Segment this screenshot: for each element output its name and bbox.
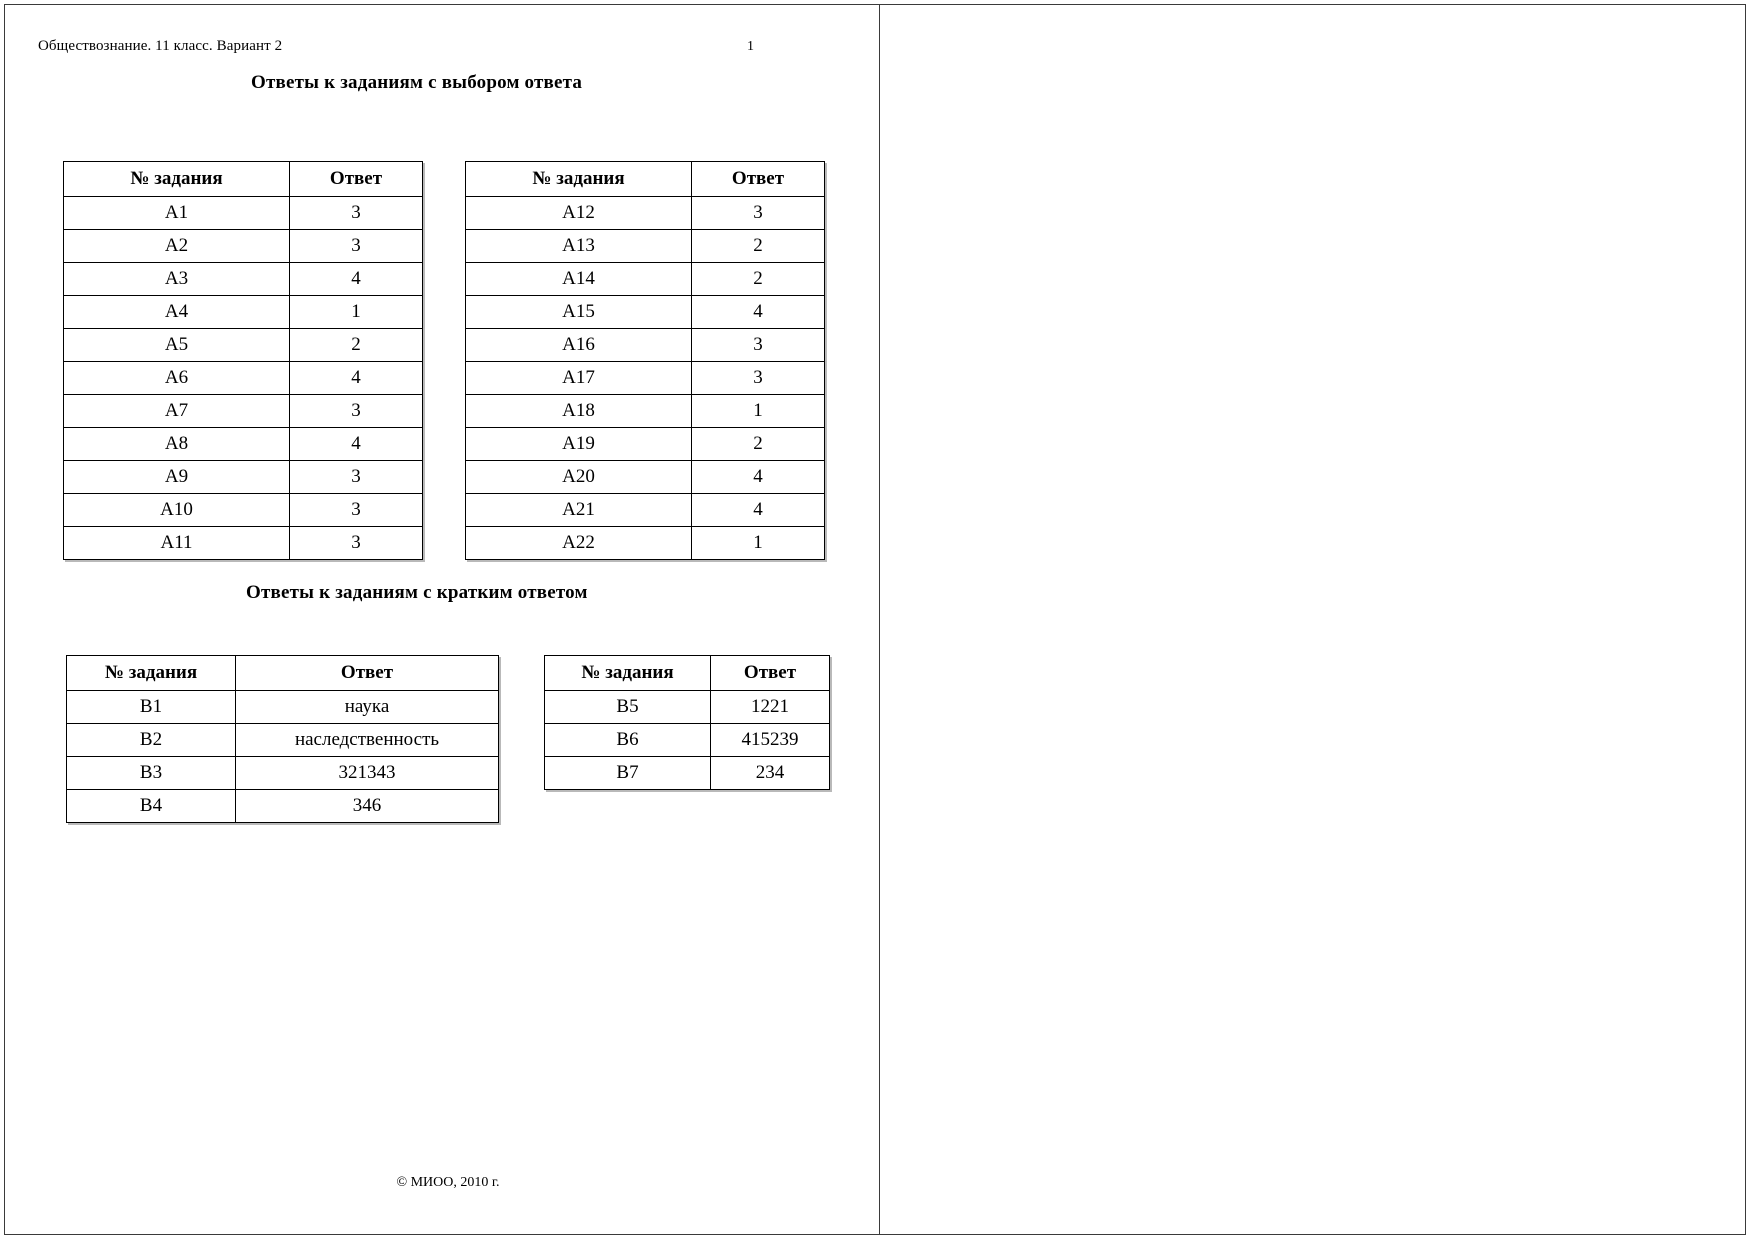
column-header-task: № задания bbox=[545, 656, 711, 691]
cell-task: В4 bbox=[67, 790, 236, 823]
table-row bbox=[67, 757, 499, 790]
cell-task: А9 bbox=[64, 461, 290, 494]
cell-task: А8 bbox=[64, 428, 290, 461]
table-row bbox=[466, 362, 825, 395]
cell-answer: 2 bbox=[692, 428, 825, 461]
cell-task: А10 bbox=[64, 494, 290, 527]
cell-task: А17 bbox=[466, 362, 692, 395]
cell-answer: 1 bbox=[692, 527, 825, 560]
table-header-row bbox=[545, 656, 830, 691]
cell-answer: 3 bbox=[290, 527, 423, 560]
table-row bbox=[64, 428, 423, 461]
table-row bbox=[466, 494, 825, 527]
cell-answer: наследственность bbox=[236, 724, 499, 757]
cell-task: А7 bbox=[64, 395, 290, 428]
table-row bbox=[466, 230, 825, 263]
cell-answer: 1221 bbox=[711, 691, 830, 724]
column-header-answer: Ответ bbox=[692, 162, 825, 197]
column-header-task: № задания bbox=[466, 162, 692, 197]
cell-task: А20 bbox=[466, 461, 692, 494]
table-row bbox=[64, 461, 423, 494]
cell-task: А1 bbox=[64, 197, 290, 230]
column-header-answer: Ответ bbox=[236, 656, 499, 691]
cell-answer: 4 bbox=[692, 461, 825, 494]
table-row bbox=[64, 395, 423, 428]
table-row bbox=[466, 428, 825, 461]
cell-task: А19 bbox=[466, 428, 692, 461]
table-header-row bbox=[64, 162, 423, 197]
section-title-multiple-choice: Ответы к заданиям с выбором ответа bbox=[251, 72, 583, 93]
cell-answer: 1 bbox=[692, 395, 825, 428]
cell-task: В1 bbox=[67, 691, 236, 724]
cell-task: А16 bbox=[466, 329, 692, 362]
table-row bbox=[466, 527, 825, 560]
cell-task: А21 bbox=[466, 494, 692, 527]
cell-task: А22 bbox=[466, 527, 692, 560]
cell-answer: наука bbox=[236, 691, 499, 724]
column-header-task: № задания bbox=[67, 656, 236, 691]
column-header-task: № задания bbox=[64, 162, 290, 197]
table-row bbox=[67, 724, 499, 757]
table-row bbox=[64, 362, 423, 395]
table-row bbox=[64, 230, 423, 263]
table-row bbox=[545, 691, 830, 724]
table-row bbox=[64, 197, 423, 230]
page-header bbox=[38, 38, 846, 55]
answers-table-a-right bbox=[465, 161, 825, 560]
table-row bbox=[466, 329, 825, 362]
cell-task: В5 bbox=[545, 691, 711, 724]
cell-answer: 3 bbox=[290, 461, 423, 494]
table-row bbox=[64, 263, 423, 296]
cell-answer: 3 bbox=[692, 197, 825, 230]
cell-answer: 3 bbox=[290, 494, 423, 527]
page-right-blank bbox=[880, 4, 1746, 1235]
table-row bbox=[67, 691, 499, 724]
cell-answer: 2 bbox=[290, 329, 423, 362]
table-row bbox=[466, 263, 825, 296]
cell-task: В6 bbox=[545, 724, 711, 757]
table-row bbox=[466, 395, 825, 428]
cell-task: А6 bbox=[64, 362, 290, 395]
cell-answer: 346 bbox=[236, 790, 499, 823]
section-title-short-answer: Ответы к заданиям с кратким ответом bbox=[246, 582, 588, 603]
cell-answer: 3 bbox=[692, 362, 825, 395]
answers-table-a-left bbox=[63, 161, 423, 560]
cell-answer: 1 bbox=[290, 296, 423, 329]
table-row bbox=[67, 790, 499, 823]
cell-answer: 4 bbox=[692, 296, 825, 329]
table-row bbox=[466, 296, 825, 329]
cell-answer: 2 bbox=[692, 263, 825, 296]
cell-task: А13 bbox=[466, 230, 692, 263]
table-row bbox=[64, 527, 423, 560]
answers-table-b-left bbox=[66, 655, 499, 823]
page-footer bbox=[5, 1175, 879, 1191]
cell-task: А3 bbox=[64, 263, 290, 296]
cell-answer: 3 bbox=[692, 329, 825, 362]
column-header-answer: Ответ bbox=[711, 656, 830, 691]
cell-task: А11 bbox=[64, 527, 290, 560]
cell-task: В2 bbox=[67, 724, 236, 757]
copyright-notice: © МИОО, 2010 г. bbox=[396, 1175, 500, 1190]
cell-answer: 4 bbox=[692, 494, 825, 527]
header-title: Обществознание. 11 класс. Вариант 2 bbox=[38, 38, 283, 54]
cell-answer: 4 bbox=[290, 428, 423, 461]
cell-answer: 4 bbox=[290, 263, 423, 296]
cell-task: А2 bbox=[64, 230, 290, 263]
table-header-row bbox=[466, 162, 825, 197]
cell-answer: 4 bbox=[290, 362, 423, 395]
table-row bbox=[64, 296, 423, 329]
cell-answer: 321343 bbox=[236, 757, 499, 790]
answers-table-b-right bbox=[544, 655, 830, 790]
table-header-row bbox=[67, 656, 499, 691]
cell-answer: 3 bbox=[290, 395, 423, 428]
cell-answer: 2 bbox=[692, 230, 825, 263]
page-left bbox=[4, 4, 880, 1235]
cell-task: А14 bbox=[466, 263, 692, 296]
table-row bbox=[64, 329, 423, 362]
column-header-answer: Ответ bbox=[290, 162, 423, 197]
cell-task: В7 bbox=[545, 757, 711, 790]
page-number: 1 bbox=[747, 39, 754, 54]
cell-task: А15 bbox=[466, 296, 692, 329]
table-row bbox=[466, 197, 825, 230]
cell-task: А4 bbox=[64, 296, 290, 329]
cell-answer: 415239 bbox=[711, 724, 830, 757]
cell-task: А18 bbox=[466, 395, 692, 428]
cell-task: А5 bbox=[64, 329, 290, 362]
table-row bbox=[466, 461, 825, 494]
cell-answer: 234 bbox=[711, 757, 830, 790]
cell-task: А12 bbox=[466, 197, 692, 230]
table-row bbox=[545, 724, 830, 757]
cell-answer: 3 bbox=[290, 197, 423, 230]
cell-task: В3 bbox=[67, 757, 236, 790]
table-row bbox=[545, 757, 830, 790]
table-row bbox=[64, 494, 423, 527]
cell-answer: 3 bbox=[290, 230, 423, 263]
